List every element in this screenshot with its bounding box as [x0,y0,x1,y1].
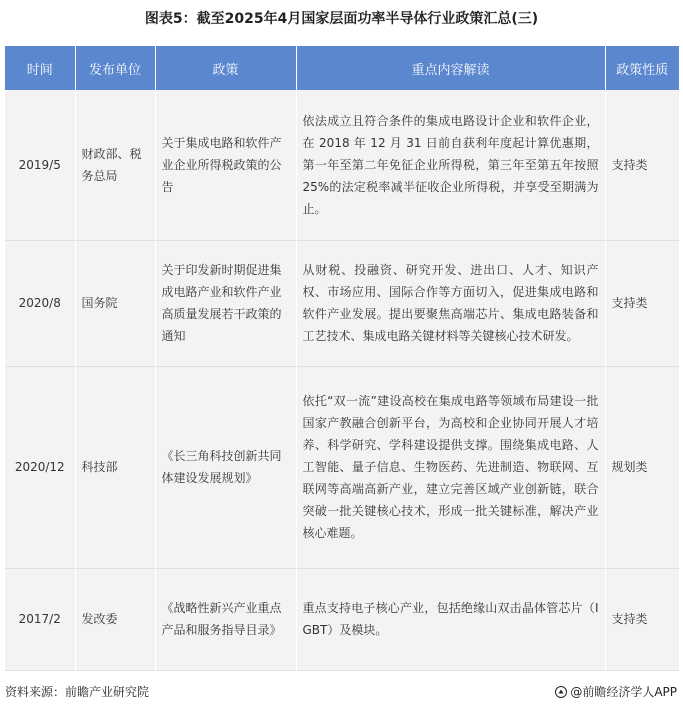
cell-policy: 《长三角科技创新共同体建设发展规划》 [155,366,296,568]
cell-content: 重点支持电子核心产业，包括绝缘山双击晶体管芯片（IGBT）及模块。 [296,568,605,670]
page-title: 图表5：截至2025年4月国家层面功率半导体行业政策汇总(三) [144,11,539,27]
policy-table [5,46,679,671]
column-header-time: 时间 [5,46,75,90]
cell-time: 2020/8 [5,240,75,366]
column-header-nature: 政策性质 [605,46,679,90]
table-row [5,90,679,240]
cell-nature: 支持类 [605,240,679,366]
cell-policy: 关于集成电路和软件产业企业所得税政策的公告 [155,90,296,240]
cell-time: 2019/5 [5,90,75,240]
brand-credit [555,684,677,700]
column-header-policy: 政策 [155,46,296,90]
column-header-content: 重点内容解读 [296,46,605,90]
table-row [5,366,679,568]
table-row [5,568,679,670]
cell-nature: 规划类 [605,366,679,568]
cell-nature: 支持类 [605,90,679,240]
cell-issuer: 国务院 [75,240,155,366]
brand-text: @前瞻经济学人APP [570,685,677,699]
cell-issuer: 发改委 [75,568,155,670]
column-header-issuer: 发布单位 [75,46,155,90]
cell-time: 2017/2 [5,568,75,670]
cell-issuer: 科技部 [75,366,155,568]
table-header-row [5,46,679,90]
cell-issuer: 财政部、税务总局 [75,90,155,240]
cell-policy: 《战略性新兴产业重点产品和服务指导目录》 [155,568,296,670]
cell-nature: 支持类 [605,568,679,670]
cell-content: 依法成立且符合条件的集成电路设计企业和软件企业，在 2018 年 12 月 31 日前自获利年度起计算优惠期，第一年至第二年免征企业所得税，第三年至第五年按照 25%的法定税率减半征收企业所得税，并享受至期满为止。 [296,90,605,240]
source-note: 资料来源：前瞻产业研究院 [5,685,150,699]
table-row [5,240,679,366]
cell-content: 从财税、投融资、研究开发、进出口、人才、知识产权、市场应用、国际合作等方面切入，促进集成电路和软件产业发展。提出要聚焦高端芯片、集成电路装备和工艺技术、集成电路关键材料等关键核心技术研发。 [296,240,605,366]
cell-time: 2020/12 [5,366,75,568]
cell-content: 依托“双一流”建设高校在集成电路等领域布局建设一批国家产教融合创新平台，为高校和企业协同开展人才培养、科学研究、学科建设提供支撑。围绕集成电路、人工智能、量子信息、生物医药、先进制造、物联网、互联网等高端高新产业，建立完善区域产业创新链，联合突破一批关键核心技术，形成一批关键标准，解决产业核心难题。 [296,366,605,568]
qianzhan-logo-icon [555,686,567,698]
cell-policy: 关于印发新时期促进集成电路产业和软件产业高质量发展若干政策的通知 [155,240,296,366]
